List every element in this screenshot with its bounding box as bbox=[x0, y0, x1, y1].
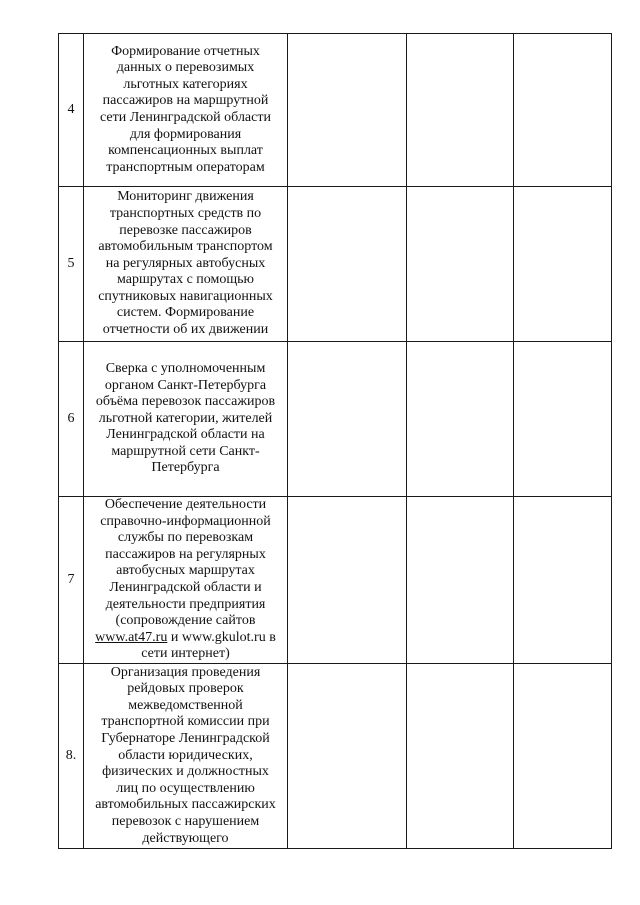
empty-cell bbox=[288, 497, 407, 664]
text-line: службы по перевозкам bbox=[117, 530, 254, 546]
text-line: деятельности предприятия bbox=[105, 596, 266, 612]
text-line: органом Санкт-Петербурга bbox=[104, 377, 267, 393]
empty-cell bbox=[407, 342, 514, 497]
table-row bbox=[59, 342, 612, 497]
text-line: транспортных средств по bbox=[109, 205, 262, 221]
text-line: транспортным операторам bbox=[106, 159, 265, 175]
text-line: пассажиров на маршрутной bbox=[102, 93, 269, 109]
text-line: автомобильным транспортом bbox=[98, 239, 273, 255]
text-line: (сопровождение сайтов bbox=[115, 613, 256, 629]
text-line: Ленинградской области на bbox=[106, 427, 265, 443]
empty-cell bbox=[288, 187, 407, 342]
empty-cell bbox=[407, 497, 514, 664]
text-line: области юридических, bbox=[118, 747, 253, 763]
text-line: Мониторинг движения bbox=[117, 189, 254, 205]
website-link-at47[interactable]: www.at47.ru bbox=[95, 629, 168, 645]
row-description bbox=[84, 342, 288, 497]
text-line: маршрутной сети Санкт- bbox=[111, 443, 260, 459]
text-line: Губернаторе Ленинградской bbox=[101, 731, 270, 747]
row-number: 5 bbox=[59, 187, 84, 342]
text-line: систем. Формирование bbox=[116, 305, 255, 321]
row-description bbox=[84, 34, 288, 187]
text-line: автомобильных пассажирских bbox=[95, 797, 276, 813]
text-line: сети интернет) bbox=[141, 646, 230, 662]
text-line: Организация проведения bbox=[110, 664, 261, 680]
document-table bbox=[58, 33, 612, 849]
row-number: 4 bbox=[59, 34, 84, 187]
link-suffix: в bbox=[265, 629, 276, 645]
empty-cell bbox=[407, 34, 514, 187]
text-line: справочно-информационной bbox=[100, 513, 271, 529]
text-line: для формирования bbox=[129, 126, 242, 142]
table-row bbox=[59, 663, 612, 848]
empty-cell bbox=[514, 34, 612, 187]
empty-cell bbox=[407, 663, 514, 848]
row-number: 7 bbox=[59, 497, 84, 664]
text-line: Ленинградской области и bbox=[109, 579, 262, 595]
text-line: данных о перевозимых bbox=[116, 60, 255, 76]
empty-cell bbox=[514, 497, 612, 664]
text-line: Обеспечение деятельности bbox=[104, 497, 267, 512]
text-line: лиц по осуществлению bbox=[116, 780, 255, 796]
empty-cell bbox=[407, 187, 514, 342]
text-line: спутниковых навигационных bbox=[98, 288, 273, 304]
text-line: действующего bbox=[142, 830, 229, 846]
table-row bbox=[59, 34, 612, 187]
text-line: объёма перевозок пассажиров bbox=[95, 394, 276, 410]
empty-cell bbox=[514, 663, 612, 848]
text-line: рейдовых проверок bbox=[127, 681, 244, 697]
row-description bbox=[84, 497, 288, 664]
row-number: 8. bbox=[59, 663, 84, 848]
link-joiner: и bbox=[167, 629, 182, 645]
text-line: Сверка с уполномоченным bbox=[105, 360, 266, 376]
text-line: пассажиров на регулярных bbox=[105, 546, 266, 562]
text-line-with-links bbox=[84, 630, 287, 647]
text-line: Петербурга bbox=[151, 460, 220, 476]
empty-cell bbox=[514, 342, 612, 497]
row-description bbox=[84, 187, 288, 342]
table-row bbox=[59, 497, 612, 664]
empty-cell bbox=[514, 187, 612, 342]
empty-cell bbox=[288, 663, 407, 848]
text-line: льготной категории, жителей bbox=[98, 410, 273, 426]
text-line: перевозок с нарушением bbox=[111, 814, 260, 830]
text-line: Формирование отчетных bbox=[111, 43, 260, 59]
text-line: сети Ленинградской области bbox=[100, 110, 271, 125]
row-number: 6 bbox=[59, 342, 84, 497]
text-line: на регулярных автобусных bbox=[105, 255, 266, 271]
text-line: компенсационных выплат bbox=[108, 143, 263, 159]
text-line: маршрутах с помощью bbox=[117, 272, 254, 288]
row-description bbox=[84, 663, 288, 848]
text-line: физических и должностных bbox=[102, 764, 269, 780]
table-row bbox=[59, 187, 612, 342]
website-link-gkulot[interactable]: www.gkulot.ru bbox=[181, 629, 266, 645]
text-line: перевозке пассажиров bbox=[119, 222, 252, 238]
empty-cell bbox=[288, 342, 407, 497]
empty-cell bbox=[288, 34, 407, 187]
text-line: отчетности об их движении bbox=[102, 322, 269, 338]
text-line: межведомственной bbox=[128, 697, 243, 713]
text-line: льготных категориях bbox=[123, 76, 248, 92]
text-line: транспортной комиссии при bbox=[101, 714, 270, 730]
text-line: автобусных маршрутах bbox=[116, 563, 255, 579]
